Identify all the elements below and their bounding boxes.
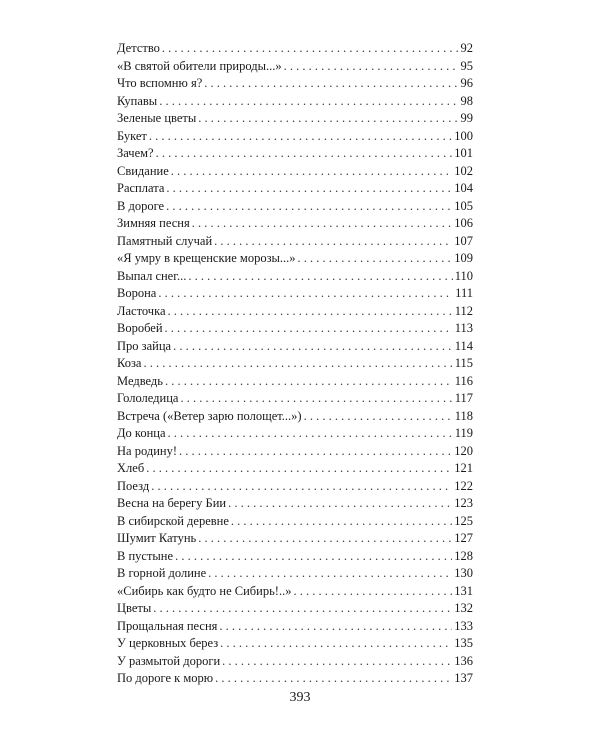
toc-entry-title: Медведь [117, 373, 163, 388]
toc-entry-title: Коза [117, 356, 142, 370]
toc-entry-title: Шумит Катунь [117, 531, 197, 545]
toc-entry [117, 198, 473, 216]
dot-leader [173, 338, 453, 356]
dot-leader [159, 93, 458, 111]
toc-entry [117, 215, 473, 233]
dot-leader [284, 58, 459, 76]
dot-leader [168, 425, 453, 443]
toc-entry-page: 122 [454, 478, 473, 493]
dot-leader [149, 128, 452, 146]
dot-leader [153, 600, 452, 618]
toc-entry-title: Хлеб [117, 461, 145, 475]
toc-entry [117, 233, 473, 251]
dot-leader [166, 180, 452, 198]
dot-leader [208, 565, 452, 583]
toc-entry-title: Ворона [117, 286, 157, 300]
toc-entry-title: У размытой дороги [117, 653, 221, 668]
toc-entry-page: 111 [455, 286, 473, 300]
toc-entry-title: «Сибирь как будто не Сибирь!..» [117, 583, 292, 598]
toc-entry [117, 268, 473, 286]
dot-leader [198, 110, 458, 128]
toc-entry-title: Букет [117, 128, 147, 143]
toc-entry-page: 128 [454, 548, 473, 563]
dot-leader [168, 303, 453, 321]
toc-entry-title: Воробей [117, 321, 163, 335]
page-number: 393 [289, 690, 311, 705]
dot-leader [231, 513, 452, 531]
toc-entry-page: 102 [454, 163, 473, 178]
toc-entry-page: 104 [454, 181, 473, 195]
toc-entry [117, 443, 473, 461]
toc-entry-page: 123 [454, 496, 473, 510]
toc-entry-page: 118 [454, 408, 473, 423]
toc-entry-title: В пустыне [117, 548, 174, 563]
toc-entry [117, 425, 473, 443]
toc-entry-title: Расплата [117, 181, 165, 195]
toc-entry [117, 180, 473, 198]
dot-leader [198, 530, 452, 548]
toc-entry-title: У церковных берез [117, 636, 219, 650]
toc-entry-page: 133 [454, 618, 473, 633]
toc-entry-page: 105 [454, 198, 473, 213]
toc-entry-title: «Я умру в крещенские морозы...» [117, 251, 296, 265]
dot-leader [228, 495, 452, 513]
toc-entry [117, 600, 473, 618]
toc-entry [117, 670, 473, 688]
toc-entry-page: 137 [454, 671, 473, 685]
dot-leader [171, 163, 452, 181]
toc-entry-title: Поезд [117, 478, 150, 493]
dot-leader [158, 285, 453, 303]
toc-entry-title: Ласточка [117, 303, 166, 318]
dot-leader [143, 355, 452, 373]
toc-entry [117, 303, 473, 321]
toc-entry-page: 115 [454, 356, 473, 370]
toc-entry [117, 163, 473, 181]
dot-leader [162, 40, 459, 58]
toc-entry [117, 653, 473, 671]
toc-entry-page: 132 [454, 601, 473, 615]
dot-leader [293, 583, 452, 601]
toc-entry [117, 478, 473, 496]
toc-entry-page: 130 [454, 566, 473, 580]
toc-entry-page: 96 [460, 76, 473, 90]
toc-entry-page: 121 [454, 461, 473, 475]
toc-entry [117, 513, 473, 531]
toc-entry-title: Детство [117, 41, 160, 55]
toc-entry-title: Цветы [117, 601, 152, 615]
toc-entry-page: 136 [454, 653, 473, 668]
toc-entry-title: Гололедица [117, 391, 179, 405]
toc-entry [117, 145, 473, 163]
toc-entry-page: 98 [460, 93, 473, 108]
dot-leader [298, 250, 453, 268]
toc-entry [117, 618, 473, 636]
toc-entry-page: 125 [454, 513, 473, 528]
toc-entry-page: 109 [454, 251, 473, 265]
toc-entry-title: Встреча («Ветер зарю полощет...») [117, 408, 302, 423]
toc-entry-page: 113 [454, 321, 473, 335]
dot-leader [180, 390, 452, 408]
toc-entry [117, 128, 473, 146]
toc-entry-page: 100 [454, 128, 473, 143]
toc-entry-page: 127 [454, 531, 473, 545]
toc-entry-page: 106 [454, 216, 473, 230]
toc-entry-title: В горной долине [117, 566, 207, 580]
dot-leader [146, 460, 452, 478]
toc-entry [117, 285, 473, 303]
dot-leader [220, 635, 452, 653]
toc-entry-title: Весна на берегу Бии [117, 496, 227, 510]
dot-leader [222, 653, 452, 671]
toc-entry-title: В дороге [117, 198, 165, 213]
dot-leader [165, 373, 453, 391]
toc-entry [117, 93, 473, 111]
dot-leader [215, 670, 452, 688]
toc-entry [117, 408, 473, 426]
toc-entry [117, 110, 473, 128]
toc-entry-page: 119 [454, 426, 473, 440]
toc-entry-title: «В святой обители природы...» [117, 58, 282, 73]
dot-leader [192, 215, 453, 233]
toc-entry [117, 373, 473, 391]
toc-entry-title: Выпал снег... [117, 268, 187, 283]
toc-entry [117, 460, 473, 478]
dot-leader [188, 268, 452, 286]
toc-entry-title: Что вспомню я? [117, 76, 203, 90]
toc-entry-page: 110 [454, 268, 473, 283]
toc-entry-page: 95 [460, 58, 473, 73]
toc-entry-page: 135 [454, 636, 473, 650]
toc-entry [117, 565, 473, 583]
dot-leader [204, 75, 458, 93]
toc-entry-page: 114 [454, 338, 473, 353]
toc-entry-title: До конца [117, 426, 166, 440]
toc-entry-page: 116 [454, 373, 473, 388]
toc-entry-title: По дороге к морю [117, 671, 214, 685]
toc-entry-page: 107 [454, 233, 473, 248]
toc-entry [117, 635, 473, 653]
toc-entry-page: 117 [454, 391, 473, 405]
dot-leader [219, 618, 452, 636]
toc-entry-title: Купавы [117, 93, 158, 108]
toc-entry-page: 99 [460, 111, 473, 125]
toc-entry-page: 101 [454, 146, 473, 160]
toc-entry [117, 75, 473, 93]
dot-leader [179, 443, 452, 461]
toc-entry [117, 250, 473, 268]
toc-entry-title: В сибирской деревне [117, 513, 229, 528]
toc-entry [117, 355, 473, 373]
toc-entry-title: На родину! [117, 443, 177, 458]
dot-leader [166, 198, 452, 216]
toc-entry-title: Зимняя песня [117, 216, 190, 230]
dot-leader [214, 233, 452, 251]
dot-leader [165, 320, 453, 338]
toc-entry [117, 495, 473, 513]
dot-leader [151, 478, 452, 496]
toc-entry-title: Зеленые цветы [117, 111, 197, 125]
table-of-contents [117, 40, 473, 688]
toc-entry-title: Прощальная песня [117, 618, 218, 633]
toc-entry-title: Свидание [117, 163, 169, 178]
toc-entry-page: 131 [454, 583, 473, 598]
dot-leader [156, 145, 453, 163]
toc-entry-page: 92 [460, 41, 473, 55]
toc-entry [117, 390, 473, 408]
dot-leader [304, 408, 453, 426]
toc-entry [117, 583, 473, 601]
toc-entry-title: Зачем? [117, 146, 154, 160]
dot-leader [175, 548, 452, 566]
toc-entry [117, 530, 473, 548]
toc-entry [117, 338, 473, 356]
toc-entry [117, 40, 473, 58]
toc-entry-page: 120 [454, 443, 473, 458]
toc-entry [117, 320, 473, 338]
toc-entry-title: Памятный случай [117, 233, 213, 248]
toc-entry [117, 548, 473, 566]
toc-entry-page: 112 [454, 303, 473, 318]
toc-entry [117, 58, 473, 76]
toc-entry-title: Про зайца [117, 338, 172, 353]
